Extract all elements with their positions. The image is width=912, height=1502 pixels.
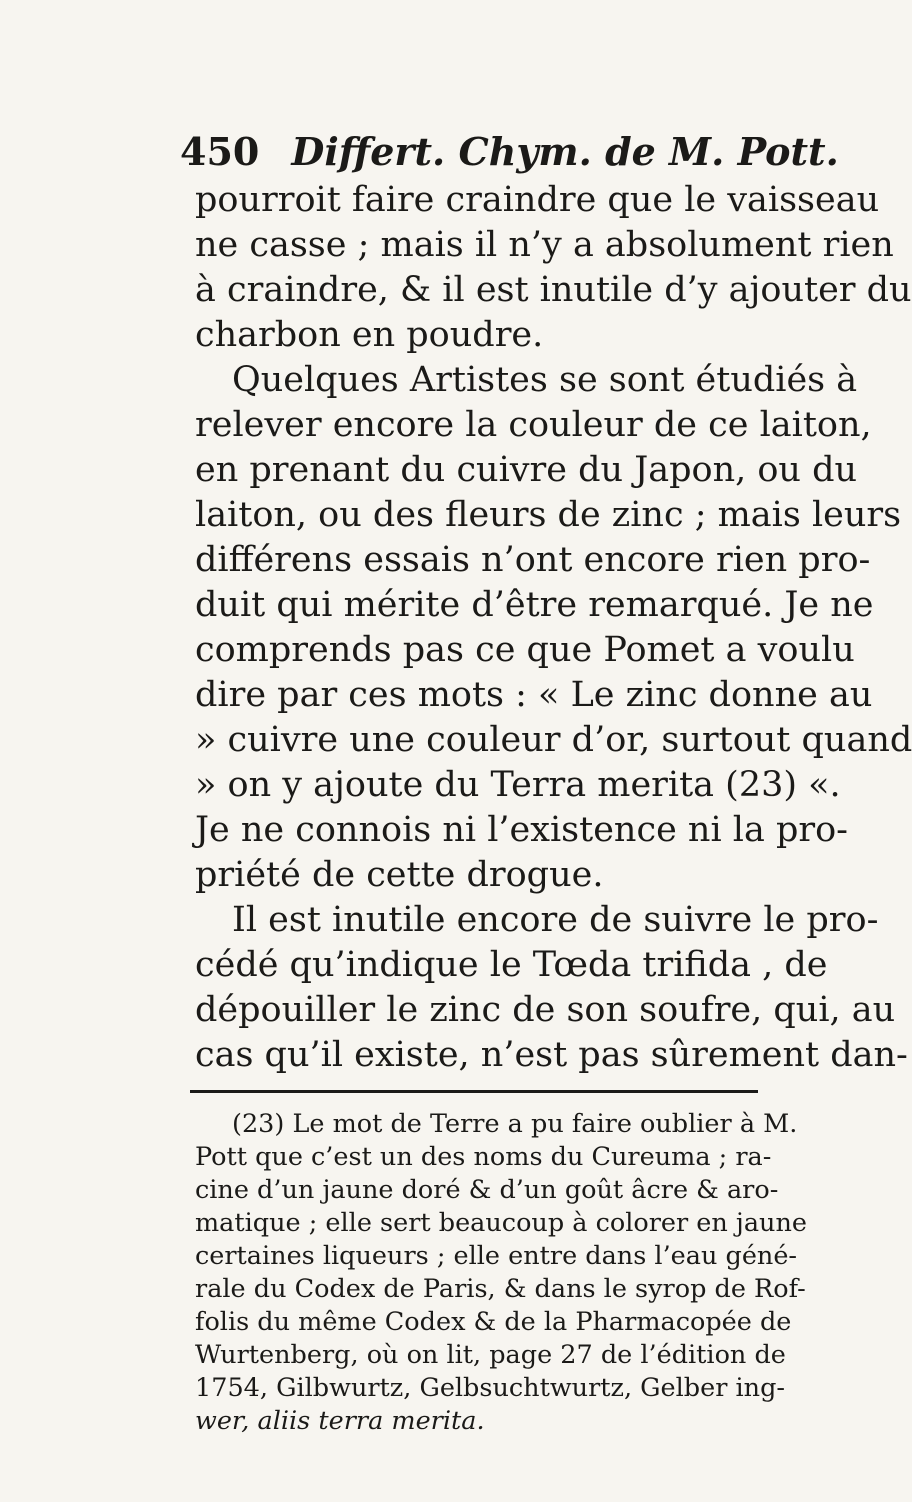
footnote-line: Wurtenberg, où on lit, page 27 de l’édition de: [195, 1340, 786, 1370]
text-line: laiton, ou des fleurs de zinc ; mais leurs: [195, 495, 902, 535]
text-line: » on y ajoute du Terra merita (23) «.: [195, 765, 841, 805]
text-line: Quelques Artistes se sont étudiés à: [232, 360, 858, 400]
text-line: comprends pas ce que Pomet a voulu: [195, 630, 855, 670]
text-line: priété de cette drogue.: [195, 855, 604, 895]
text-line: dépouiller le zinc de son soufre, qui, au: [195, 990, 896, 1030]
running-title: Differt. Chym. de M. Pott.: [291, 129, 839, 174]
text-line: cas qu’il existe, n’est pas sûrement dan-: [195, 1035, 908, 1075]
footnote-line: 1754, Gilbwurtz, Gelbsuchtwurtz, Gelber ing-: [195, 1373, 786, 1403]
text-line: charbon en poudre.: [195, 315, 544, 355]
footnote-line: folis du même Codex & de la Pharmacopée de: [195, 1307, 792, 1337]
text-line: pourroit faire craindre que le vaisseau: [195, 180, 880, 220]
text-line: Il est inutile encore de suivre le pro-: [232, 900, 879, 940]
text-line: » cuivre une couleur d’or, surtout quand: [195, 720, 912, 760]
text-line: duit qui mérite d’être remarqué. Je ne: [195, 585, 874, 625]
text-line: différens essais n’ont encore rien pro-: [195, 540, 871, 580]
footnote-line: (23) Le mot de Terre a pu faire oublier à M.: [232, 1109, 798, 1139]
text-line: relever encore la couleur de ce laiton,: [195, 405, 872, 445]
footnote-line: rale du Codex de Paris, & dans le syrop de Rof-: [195, 1274, 806, 1304]
text-line: cédé qu’indique le Tœda trifida , de: [195, 945, 828, 985]
page-header: [180, 126, 839, 178]
page-number: 450: [180, 129, 260, 174]
text-line: dire par ces mots : « Le zinc donne au: [195, 675, 873, 715]
footnote-rule: [190, 1090, 758, 1093]
footnote-line: Pott que c’est un des noms du Cureuma ; ra-: [195, 1142, 772, 1172]
footnote-line: matique ; elle sert beaucoup à colorer en jaune: [195, 1208, 807, 1238]
footnote-line: wer, aliis terra merita.: [195, 1406, 485, 1436]
text-line: Je ne connois ni l’existence ni la pro-: [195, 810, 848, 850]
text-line: ne casse ; mais il n’y a absolument rien: [195, 225, 894, 265]
footnote-line: certaines liqueurs ; elle entre dans l’eau géné-: [195, 1241, 798, 1271]
footnote-line: cine d’un jaune doré & d’un goût âcre & aro-: [195, 1175, 779, 1205]
text-line: en prenant du cuivre du Japon, ou du: [195, 450, 858, 490]
text-line: à craindre, & il est inutile d’y ajouter du: [195, 270, 912, 310]
